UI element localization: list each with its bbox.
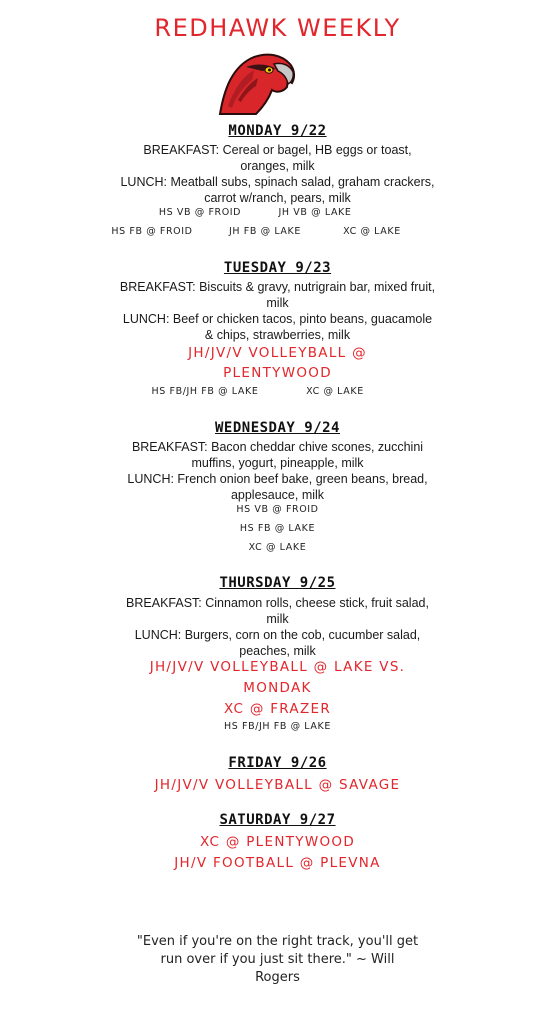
wednesday-event: HS FB @ LAKE [239,523,316,534]
tuesday-event: HS FB/JH FB @ LAKE [151,386,259,397]
thursday-lunch-line-1: LUNCH: Burgers, corn on the cob, cucumber salad, [134,628,421,642]
monday-event: HS VB @ FROID [158,207,242,218]
wednesday-heading: WEDNESDAY 9/24 [214,420,340,436]
friday-highlight: JH/JV/V VOLLEYBALL @ SAVAGE [154,777,401,793]
monday-breakfast-line-2: oranges, milk [240,159,315,173]
tuesday-heading: TUESDAY 9/23 [223,260,332,276]
tuesday-lunch-line-1: LUNCH: Beef or chicken tacos, pinto beans, guacamole [122,312,433,326]
wednesday-breakfast-line-2: muffins, yogurt, pineapple, milk [191,456,364,470]
tuesday-breakfast-line-2: milk [266,296,289,310]
monday-event: JH FB @ LAKE [229,226,301,237]
monday-heading: MONDAY 9/22 [228,123,327,139]
quote-line: "Even if you're on the right track, you'll get [136,934,419,949]
thursday-highlight: MONDAK [243,680,312,696]
saturday-highlight: XC @ PLENTYWOOD [199,834,356,850]
wednesday-event: XC @ LAKE [248,542,307,553]
tuesday-breakfast-line-1: BREAKFAST: Biscuits & gravy, nutrigrain bar, mixed fruit, [119,280,436,294]
thursday-highlight: JH/JV/V VOLLEYBALL @ LAKE VS. [149,659,406,675]
saturday-highlight: JH/V FOOTBALL @ PLEVNA [174,855,381,871]
thursday-lunch-line-2: peaches, milk [239,644,316,658]
page-title: REDHAWK WEEKLY [154,14,401,42]
thursday-breakfast-line-1: BREAKFAST: Cinnamon rolls, cheese stick, fruit salad, [126,596,429,610]
monday-breakfast-line-1: BREAKFAST: Cereal or bagel, HB eggs or toast, [143,143,412,157]
tuesday-highlight: JH/JV/V VOLLEYBALL @ [188,345,367,361]
monday-lunch-line-1: LUNCH: Meatball subs, spinach salad, graham crackers, [120,175,435,189]
thursday-heading: THURSDAY 9/25 [219,575,336,591]
monday-event: HS FB @ FROID [111,226,193,237]
tuesday-event: XC @ LAKE [306,386,364,397]
thursday-event: HS FB/JH FB @ LAKE [224,721,331,732]
thursday-breakfast-line-2: milk [266,612,289,626]
wednesday-lunch-line-1: LUNCH: French onion beef bake, green beans, bread, [127,472,428,486]
wednesday-event: HS VB @ FROID [236,504,319,515]
tuesday-highlight: PLENTYWOOD [223,365,332,381]
tuesday-lunch-line-2: & chips, strawberries, milk [204,328,351,342]
friday-heading: FRIDAY 9/26 [228,755,327,771]
saturday-heading: SATURDAY 9/27 [219,812,336,828]
redhawk-mascot-icon [216,50,296,116]
wednesday-lunch-line-2: applesauce, milk [230,488,325,502]
quote-line: run over if you just sit there." ~ Will [160,952,395,967]
thursday-highlight: XC @ FRAZER [223,701,332,717]
monday-event: XC @ LAKE [343,226,401,237]
quote-line: Rogers [255,970,300,985]
monday-event: JH VB @ LAKE [278,207,352,218]
monday-lunch-line-2: carrot w/ranch, pears, milk [204,191,351,205]
wednesday-breakfast-line-1: BREAKFAST: Bacon cheddar chive scones, zucchini [131,440,424,454]
